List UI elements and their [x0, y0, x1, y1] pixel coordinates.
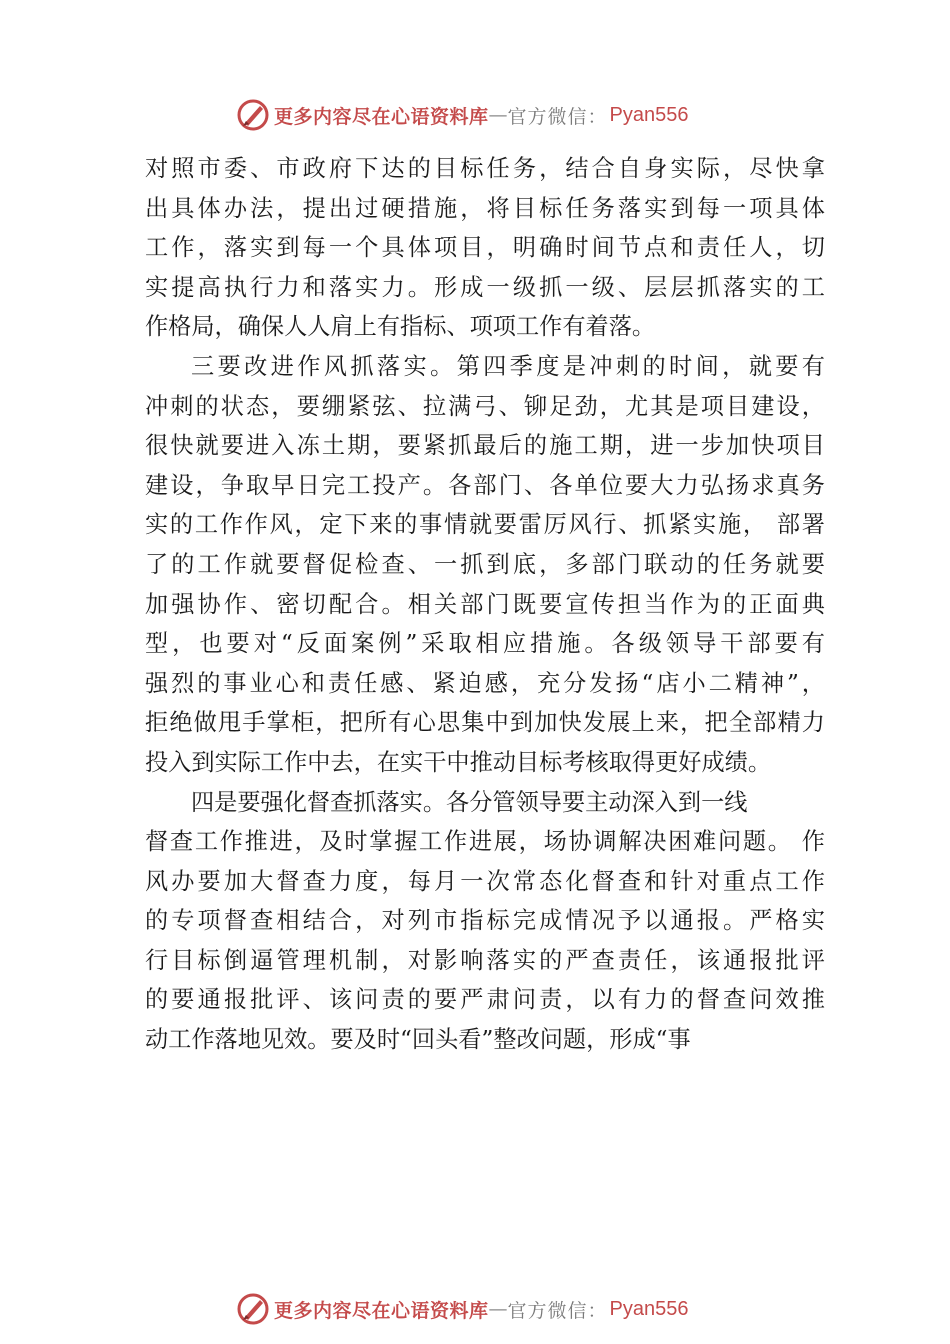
watermark-wechat-label: 官方微信： [507, 105, 608, 128]
text-line: 强烈的事业心和责任感、紧迫感，充分发扬“店小二精神”， [145, 669, 825, 697]
text-line: 拒绝做甩手掌柜，把所有心思集中到加快发展上来，把全部精力 [145, 709, 825, 737]
text-line: 四是要强化督查抓落实。各分管领导要主动深入到一线 [191, 788, 748, 816]
watermark-dash: — [488, 1298, 508, 1320]
watermark-dash: — [488, 104, 508, 126]
watermark-wechat-label: 官方微信： [507, 1299, 608, 1322]
text-line: 督查工作推进，及时掌握工作进展，场协调解决困难问题。 作 [145, 828, 825, 856]
text-line: 了的工作就要督促检查、一抓到底，多部门联动的任务就要 [145, 550, 825, 578]
footer-watermark [236, 1291, 689, 1327]
text-line: 风办要加大督查力度，每月一次常态化督查和针对重点工作 [145, 867, 825, 895]
watermark-title: 更多内容尽在心语资料库 [274, 105, 489, 128]
body-text [145, 149, 825, 1060]
text-line: 作格局，确保人人肩上有指标、项项工作有着落。 [145, 313, 656, 341]
pen-logo-icon [236, 98, 270, 132]
text-line: 加强协作、密切配合。相关部门既要宣传担当作为的正面典 [145, 590, 825, 618]
watermark-wechat-id: Pyan556 [609, 1297, 689, 1320]
pen-logo-icon [236, 1292, 270, 1326]
text-line: 三要改进作风抓落实。第四季度是冲刺的时间，就要有 [191, 352, 825, 380]
text-line: 型，也要对“反面案例”采取相应措施。各级领导干部要有 [145, 630, 825, 658]
text-line: 很快就要进入冻土期，要紧抓最后的施工期，进一步加快项目 [145, 432, 825, 460]
text-line: 行目标倒逼管理机制，对影响落实的严查责任，该通报批评 [145, 946, 825, 974]
text-line: 的要通报批评、该问责的要严肃问责，以有力的督查问效推 [145, 986, 825, 1014]
text-line: 实提高执行力和落实力。形成一级抓一级、层层抓落实的工 [145, 273, 825, 301]
text-line: 出具体办法，提出过硬措施，将目标任务落实到每一项具体 [145, 194, 825, 222]
header-watermark [236, 97, 689, 133]
text-line: 动工作落地见效。要及时“回头看”整改问题，形成“事 [145, 1026, 691, 1054]
text-line: 投入到实际工作中去，在实干中推动目标考核取得更好成绩。 [145, 748, 772, 776]
text-line: 的专项督查相结合，对列市指标完成情况予以通报。严格实 [145, 907, 825, 935]
text-line: 冲刺的状态，要绷紧弦、拉满弓、铆足劲，尤其是项目建设， [145, 392, 825, 420]
watermark-wechat-id: Pyan556 [609, 103, 689, 126]
watermark-title: 更多内容尽在心语资料库 [274, 1299, 489, 1322]
text-line: 工作，落实到每一个具体项目，明确时间节点和责任人，切 [145, 234, 825, 262]
text-line: 建设，争取早日完工投产。各部门、各单位要大力弘扬求真务 [145, 471, 825, 499]
text-line: 实的工作作风，定下来的事情就要雷厉风行、抓紧实施， 部署 [145, 511, 825, 539]
text-line: 对照市委、市政府下达的目标任务，结合自身实际，尽快拿 [145, 155, 825, 182]
